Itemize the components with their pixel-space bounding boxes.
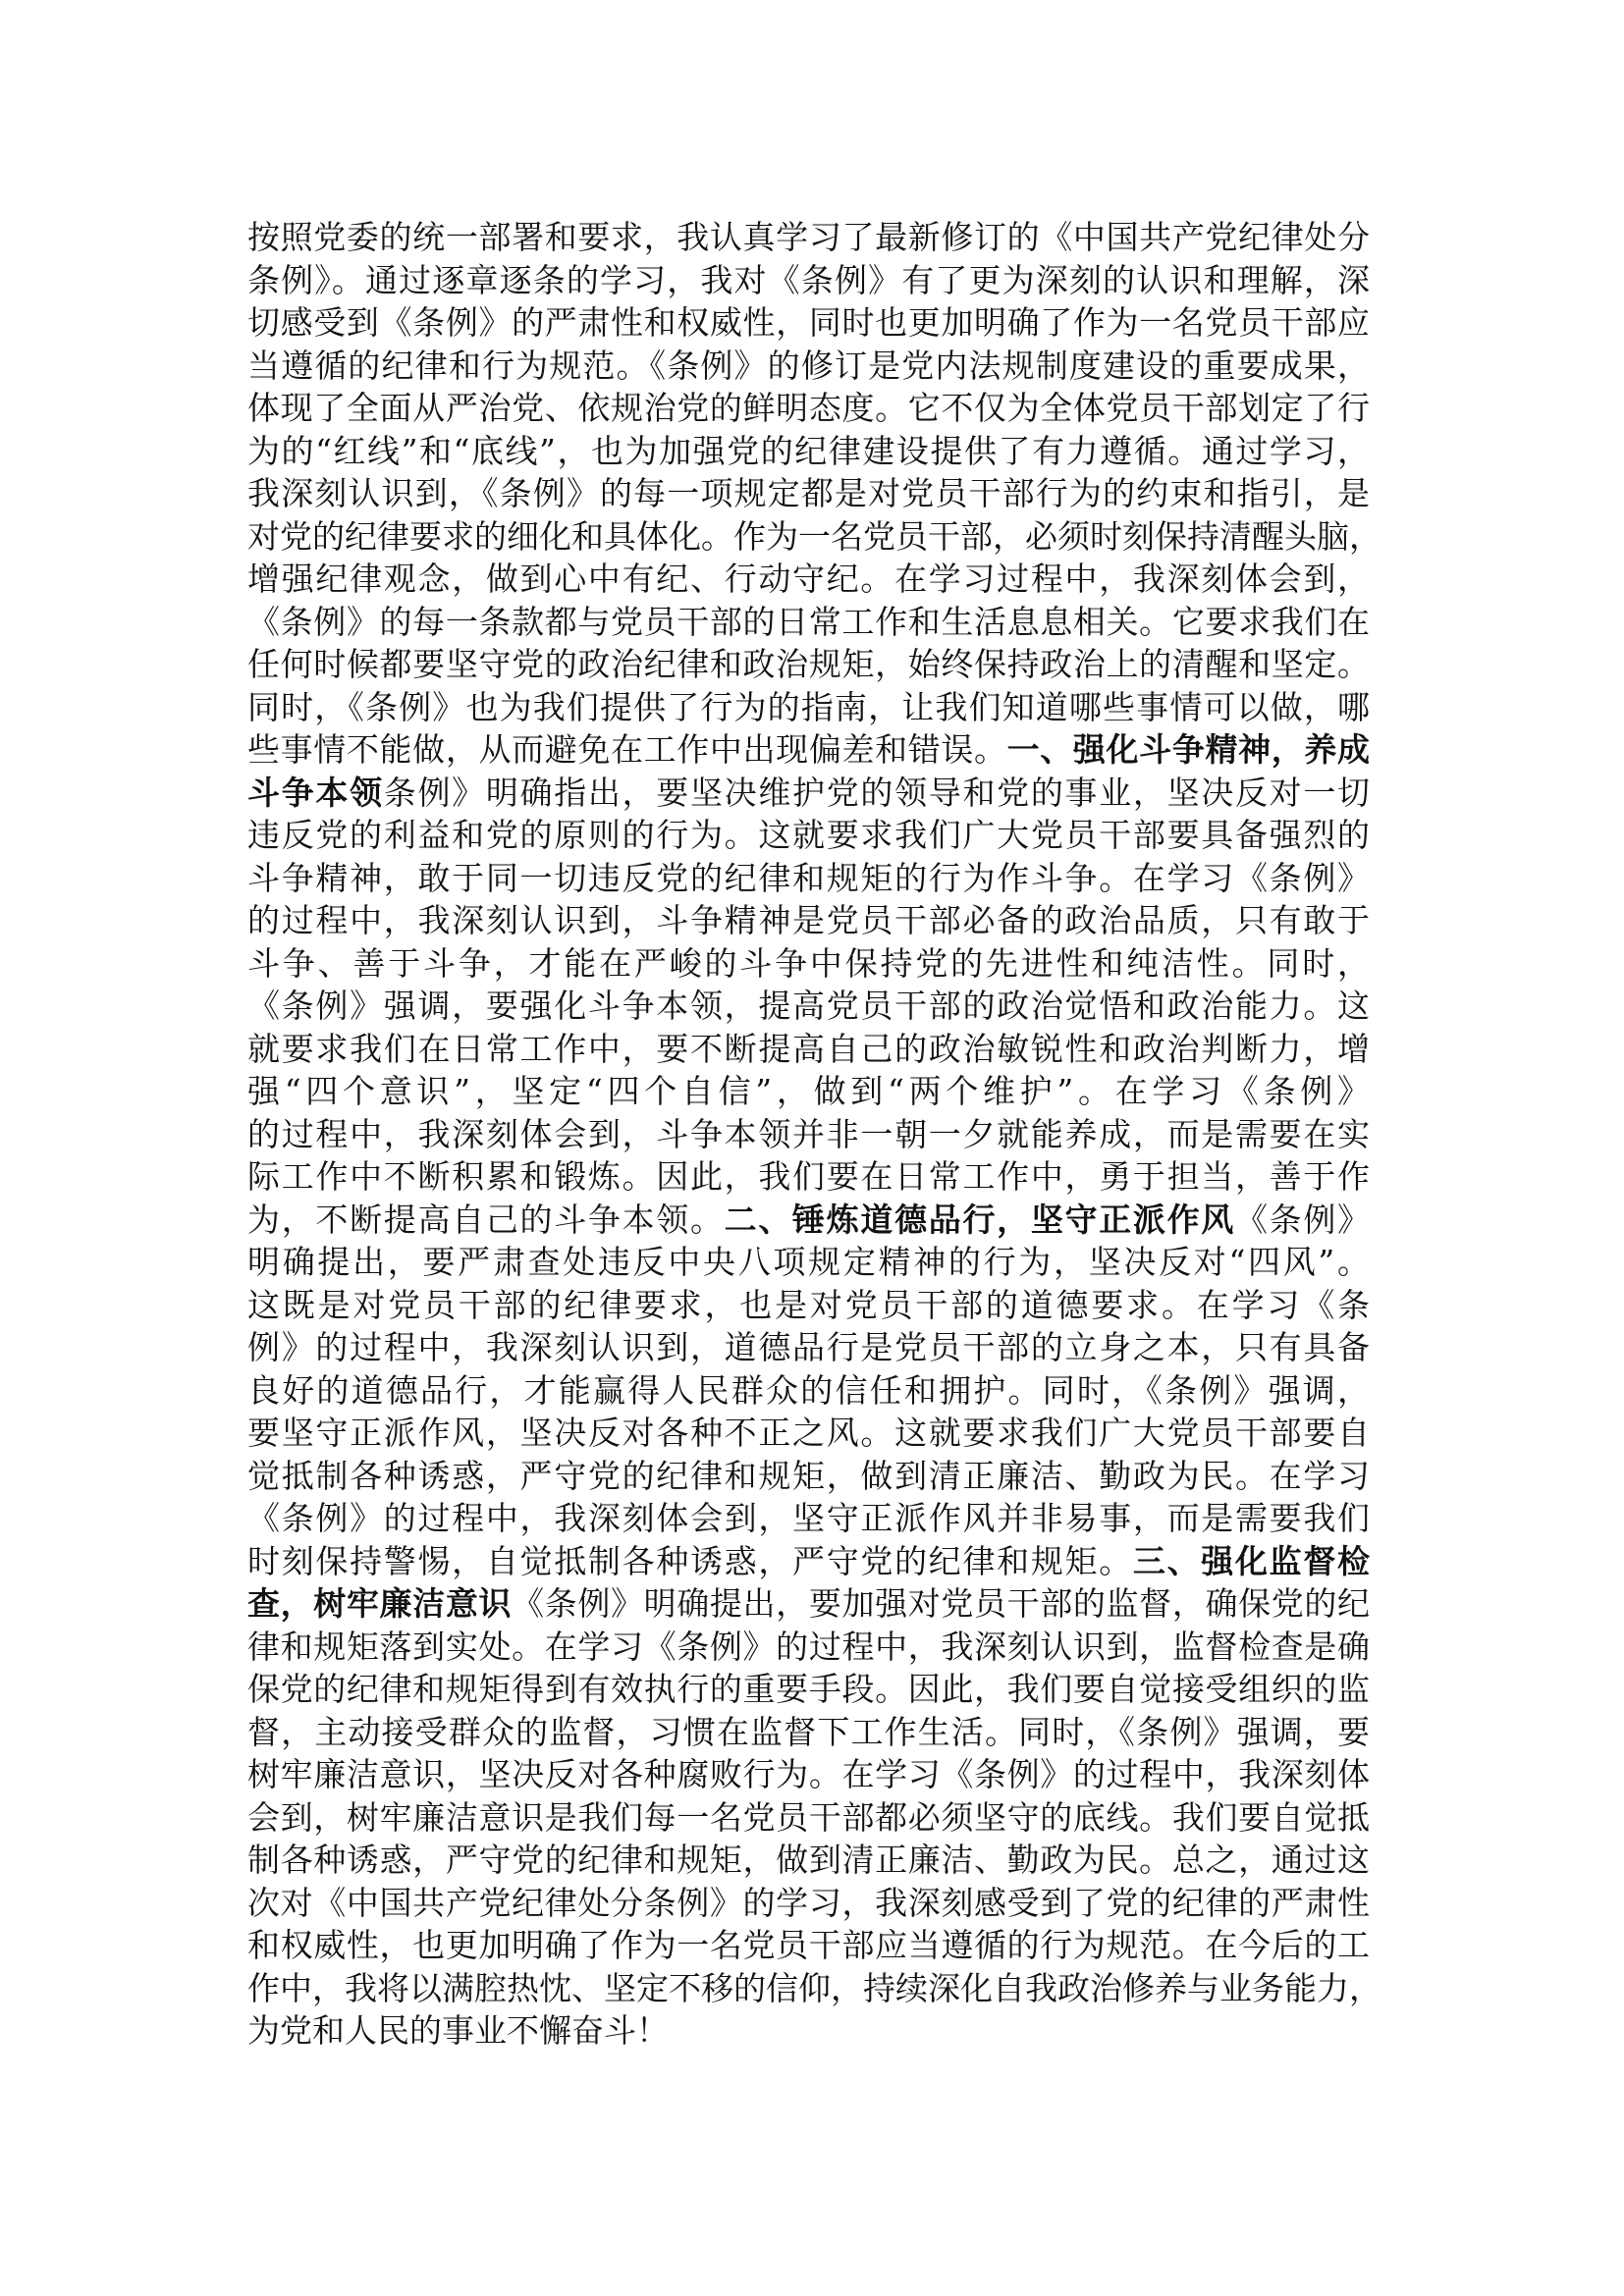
text-line [247, 1241, 1370, 1284]
text-segment: 些事情不能做，从而避免在工作中出现偏差和错误。 [247, 730, 1007, 769]
text-segment: 切感受到《条例》的严肃性和权威性，同时也更加明确了作为一名党员干部应 [247, 303, 1370, 342]
text-segment: 《条例》的每一条款都与党员干部的日常工作和生活息息相关。它要求我们在 [247, 602, 1370, 641]
text-segment: 这既是对党员干部的纪律要求，也是对党员干部的道德要求。在学习《条 [247, 1285, 1370, 1324]
text-segment: 体现了全面从严治党、依规治党的鲜明态度。它不仅为全体党员干部划定了行 [247, 389, 1370, 427]
text-line [247, 601, 1370, 644]
text-line [247, 1412, 1370, 1455]
text-line [247, 1070, 1370, 1113]
text-line [247, 1113, 1370, 1156]
text-segment: 会到，树牢廉洁意识是我们每一名党员干部都必须坚守的底线。我们要自觉抵 [247, 1797, 1370, 1837]
text-segment: 明确提出，要严肃查处违反中央八项规定精神的行为，坚决反对“四风”。 [247, 1243, 1370, 1281]
text-line [247, 857, 1370, 900]
text-segment: 违反党的利益和党的原则的行为。这就要求我们广大党员干部要具备强烈的 [247, 816, 1370, 854]
text-line [247, 1711, 1370, 1754]
text-line [247, 1882, 1370, 1925]
text-segment: 《条例》明确提出，要加强对党员干部的监督，确保党的纪 [512, 1584, 1371, 1623]
text-segment: 《条例》强调，要强化斗争本领，提高党员干部的政治觉悟和政治能力。这 [247, 987, 1370, 1025]
text-segment: 条例》明确指出，要坚决维护党的领导和党的事业，坚决反对一切 [383, 773, 1370, 812]
text-line [247, 1540, 1370, 1583]
section-heading: 查，树牢廉洁意识 [247, 1584, 513, 1623]
text-segment: 时刻保持警惕，自觉抵制各种诱惑，严守党的纪律和规矩。 [247, 1541, 1133, 1580]
text-line [247, 345, 1370, 388]
text-line [247, 1284, 1370, 1327]
body-paragraph [247, 216, 1381, 2053]
text-line [247, 899, 1370, 942]
text-segment: 例》的过程中，我深刻认识到，道德品行是党员干部的立身之本，只有具备 [247, 1328, 1370, 1366]
text-line [247, 1839, 1370, 1882]
text-line [247, 472, 1370, 515]
text-line [247, 259, 1370, 302]
text-line [247, 985, 1370, 1028]
text-segment: 作中，我将以满腔热忱、坚定不移的信仰，持续深化自我政治修养与业务能力， [247, 1968, 1381, 2007]
text-line [247, 1369, 1370, 1413]
section-heading: 二、锤炼道德品行，坚守正派作风 [724, 1200, 1235, 1239]
text-line [247, 1455, 1370, 1498]
text-segment: 树牢廉洁意识，坚决反对各种腐败行为。在学习《条例》的过程中，我深刻体 [247, 1755, 1370, 1793]
text-segment: 我深刻认识到，《条例》的每一项规定都是对党员干部行为的约束和指引，是 [247, 474, 1370, 512]
text-segment: 为的“红线”和“底线”，也为加强党的纪律建设提供了有力遵循。通过学习， [247, 431, 1370, 470]
text-line [247, 1796, 1370, 1840]
text-segment: 的过程中，我深刻认识到，斗争精神是党员干部必备的政治品质，只有敢于 [247, 901, 1370, 939]
text-line [247, 686, 1370, 729]
section-heading: 斗争本领 [247, 773, 384, 812]
text-line [247, 728, 1370, 772]
text-line [247, 1497, 1370, 1540]
text-line [247, 1626, 1370, 1669]
text-line [247, 1028, 1370, 1071]
text-line [247, 1924, 1370, 1967]
text-segment: 际工作中不断积累和锻炼。因此，我们要在日常工作中，勇于担当，善于作 [247, 1157, 1370, 1196]
text-segment: 和权威性，也更加明确了作为一名党员干部应当遵循的行为规范。在今后的工 [247, 1926, 1370, 1964]
text-segment: 斗争、善于斗争，才能在严峻的斗争中保持党的先进性和纯洁性。同时， [247, 943, 1370, 983]
text-line [247, 301, 1370, 345]
text-segment: 律和规矩落到实处。在学习《条例》的过程中，我深刻认识到，监督检查是确 [247, 1627, 1370, 1666]
text-line [247, 430, 1370, 473]
section-heading: 三、强化监督检 [1132, 1541, 1370, 1580]
text-segment: 制各种诱惑，严守党的纪律和规矩，做到清正廉洁、勤政为民。总之，通过这 [247, 1841, 1370, 1879]
text-line [247, 1582, 1370, 1626]
text-line [247, 1155, 1370, 1199]
text-segment: 为党和人民的事业不懈奋斗！ [247, 2011, 669, 2050]
text-segment: 保党的纪律和规矩得到有效执行的重要手段。因此，我们要自觉接受组织的监 [247, 1670, 1370, 1708]
text-line [247, 2009, 1370, 2053]
text-segment: 对党的纪律要求的细化和具体化。作为一名党员干部，必须时刻保持清醒头脑， [247, 516, 1381, 556]
text-line [247, 1967, 1381, 2010]
text-segment: 任何时候都要坚守党的政治纪律和政治规矩，始终保持政治上的清醒和坚定。 [247, 645, 1370, 683]
text-segment: 同时，《条例》也为我们提供了行为的指南，让我们知道哪些事情可以做，哪 [247, 687, 1370, 726]
text-segment: 斗争精神，敢于同一切违反党的纪律和规矩的行为作斗争。在学习《条例》 [247, 858, 1370, 897]
text-line [247, 1199, 1370, 1242]
text-line [247, 643, 1370, 686]
text-line [247, 814, 1370, 857]
text-segment: 督，主动接受群众的监督，习惯在监督下工作生活。同时，《条例》强调，要 [247, 1712, 1370, 1751]
text-segment: 强“四个意识”，坚定“四个自信”，做到“两个维护”。在学习《条例》 [247, 1072, 1370, 1110]
text-line [247, 1326, 1370, 1369]
text-line [247, 216, 1370, 259]
text-line [247, 1668, 1370, 1711]
text-segment: 就要求我们在日常工作中，要不断提高自己的政治敏锐性和政治判断力，增 [247, 1029, 1370, 1068]
text-segment: 觉抵制各种诱惑，严守党的纪律和规矩，做到清正廉洁、勤政为民。在学习 [247, 1456, 1370, 1495]
text-segment: 为，不断提高自己的斗争本领。 [247, 1200, 725, 1239]
text-segment: 次对《中国共产党纪律处分条例》的学习，我深刻感受到了党的纪律的严肃性 [247, 1883, 1370, 1922]
text-segment: 《条例》 [1234, 1200, 1370, 1239]
text-segment: 《条例》的过程中，我深刻体会到，坚守正派作风并非易事，而是需要我们 [247, 1499, 1370, 1537]
text-line [247, 942, 1370, 986]
text-line [247, 515, 1381, 559]
text-segment: 当遵循的纪律和行为规范。《条例》的修订是党内法规制度建设的重要成果， [247, 346, 1370, 385]
text-segment: 条例》。通过逐章逐条的学习，我对《条例》有了更为深刻的认识和理解，深 [247, 260, 1370, 299]
text-segment: 的过程中，我深刻体会到，斗争本领并非一朝一夕就能养成，而是需要在实 [247, 1114, 1370, 1153]
text-line [247, 387, 1370, 430]
text-segment: 良好的道德品行，才能赢得人民群众的信任和拥护。同时，《条例》强调， [247, 1370, 1370, 1410]
section-heading: 一、强化斗争精神，养成 [1006, 730, 1371, 769]
text-line [247, 772, 1370, 815]
text-segment: 按照党委的统一部署和要求，我认真学习了最新修订的《中国共产党纪律处分 [247, 218, 1370, 256]
text-segment: 要坚守正派作风，坚决反对各种不正之风。这就要求我们广大党员干部要自 [247, 1414, 1370, 1452]
text-line [247, 558, 1370, 601]
text-line [247, 1753, 1370, 1796]
text-segment: 增强纪律观念，做到心中有纪、行动守纪。在学习过程中，我深刻体会到， [247, 560, 1370, 598]
